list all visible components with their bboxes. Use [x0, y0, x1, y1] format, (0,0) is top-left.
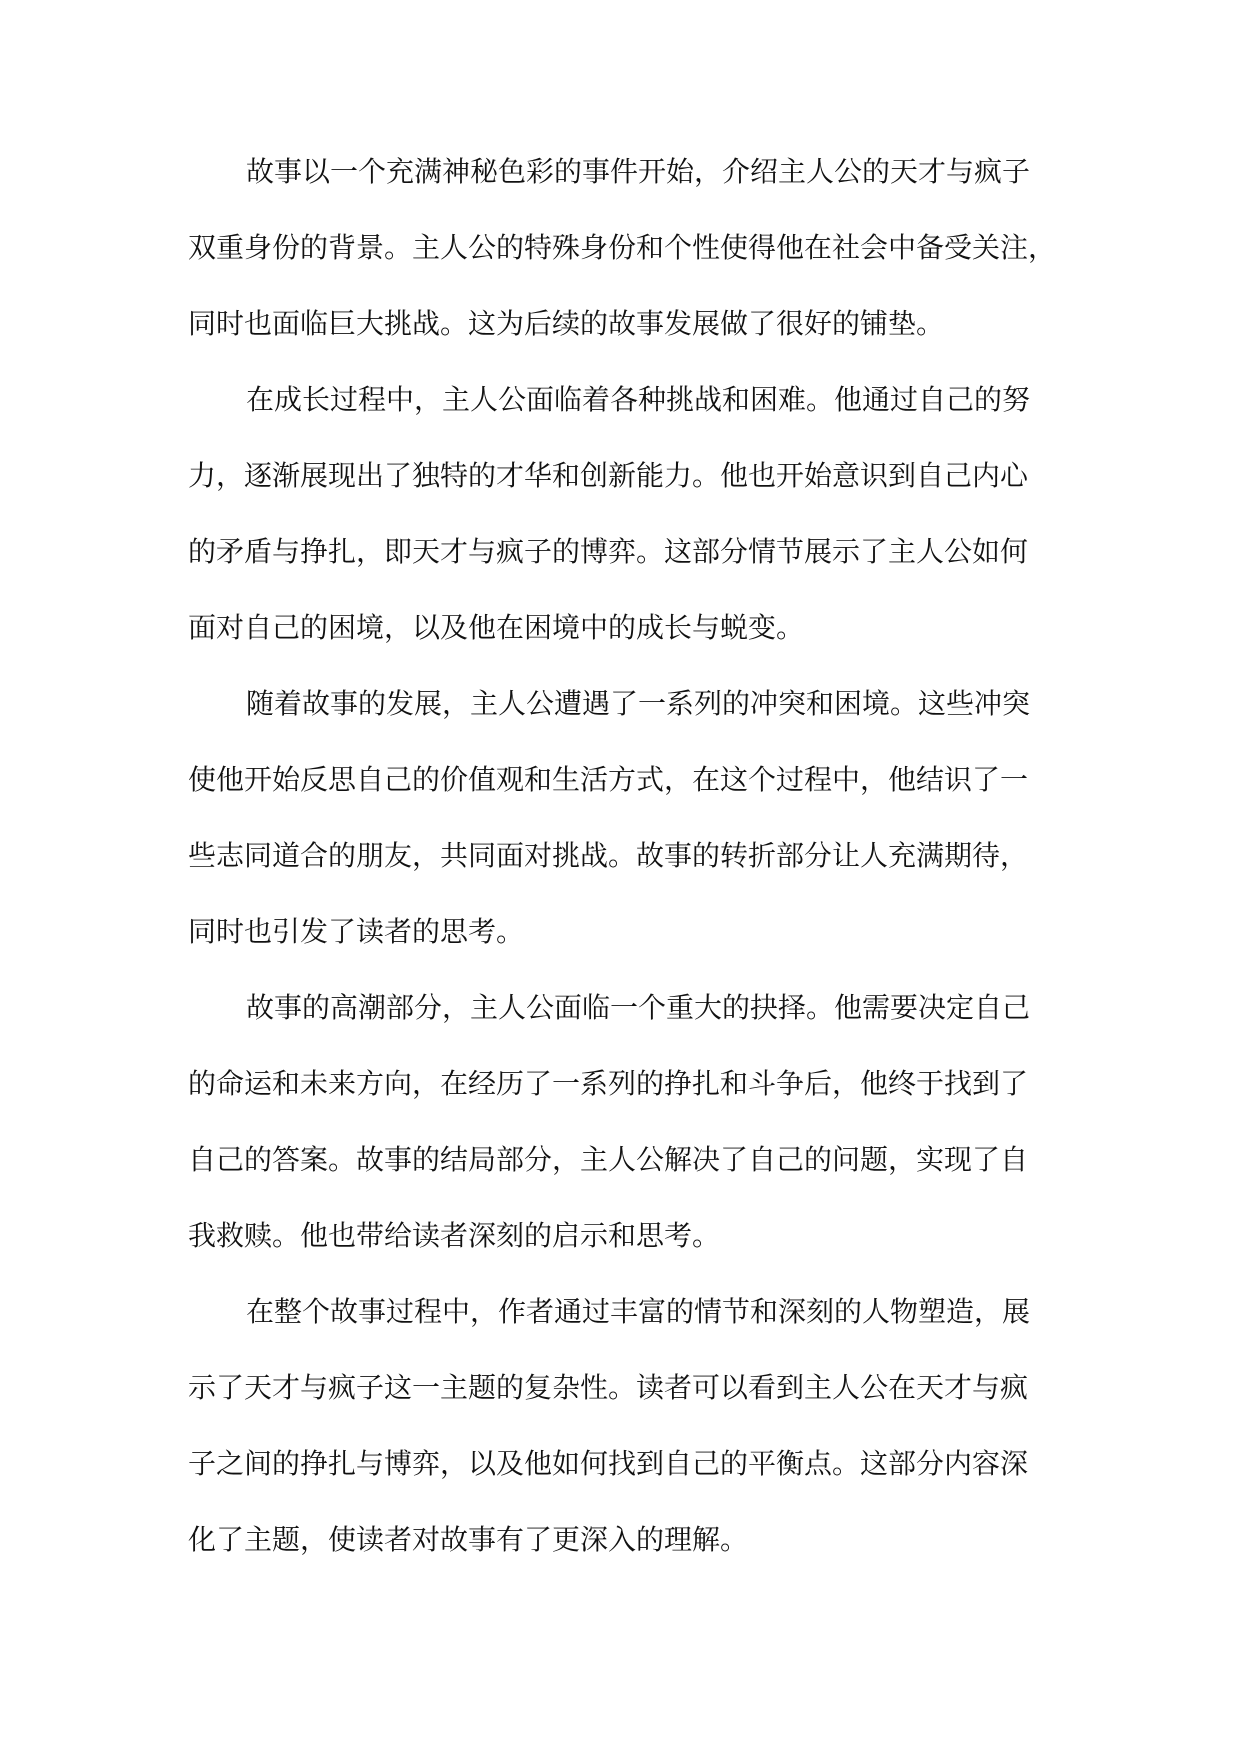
paragraph-4-line-4: 我救赎。他也带给读者深刻的启示和思考。 [188, 1219, 721, 1252]
paragraph-2-line-1: 在成长过程中，主人公面临着各种挑战和困难。他通过自己的努 [246, 383, 1031, 416]
paragraph-5-line-4: 化了主题，使读者对故事有了更深入的理解。 [188, 1523, 749, 1556]
paragraph-5-line-1: 在整个故事过程中，作者通过丰富的情节和深刻的人物塑造，展 [246, 1295, 1031, 1328]
paragraph-2-line-2: 力，逐渐展现出了独特的才华和创新能力。他也开始意识到自己内心 [188, 459, 1029, 492]
paragraph-3-line-2: 使他开始反思自己的价值观和生活方式，在这个过程中，他结识了一 [188, 763, 1029, 796]
paragraph-2-line-4: 面对自己的困境，以及他在困境中的成长与蜕变。 [188, 611, 805, 644]
paragraph-3-line-3: 些志同道合的朋友，共同面对挑战。故事的转折部分让人充满期待， [188, 839, 1029, 872]
paragraph-3-line-4: 同时也引发了读者的思考。 [188, 915, 525, 948]
paragraph-5-line-2: 示了天才与疯子这一主题的复杂性。读者可以看到主人公在天才与疯 [188, 1371, 1029, 1404]
paragraph-4-line-1: 故事的高潮部分，主人公面临一个重大的抉择。他需要决定自己 [246, 991, 1031, 1024]
paragraph-4-line-3: 自己的答案。故事的结局部分，主人公解决了自己的问题，实现了自 [188, 1143, 1029, 1176]
paragraph-3-line-1: 随着故事的发展，主人公遭遇了一系列的冲突和困境。这些冲突 [246, 687, 1031, 720]
paragraph-1-line-1: 故事以一个充满神秘色彩的事件开始，介绍主人公的天才与疯子 [246, 155, 1031, 188]
paragraph-4-line-2: 的命运和未来方向，在经历了一系列的挣扎和斗争后，他终于找到了 [188, 1067, 1029, 1100]
paragraph-1-line-3: 同时也面临巨大挑战。这为后续的故事发展做了很好的铺垫。 [188, 307, 945, 340]
paragraph-5-line-3: 子之间的挣扎与博弈，以及他如何找到自己的平衡点。这部分内容深 [188, 1447, 1029, 1480]
paragraph-1-line-2: 双重身份的背景。主人公的特殊身份和个性使得他在社会中备受关注， [188, 231, 1057, 264]
paragraph-2-line-3: 的矛盾与挣扎，即天才与疯子的博弈。这部分情节展示了主人公如何 [188, 535, 1029, 568]
